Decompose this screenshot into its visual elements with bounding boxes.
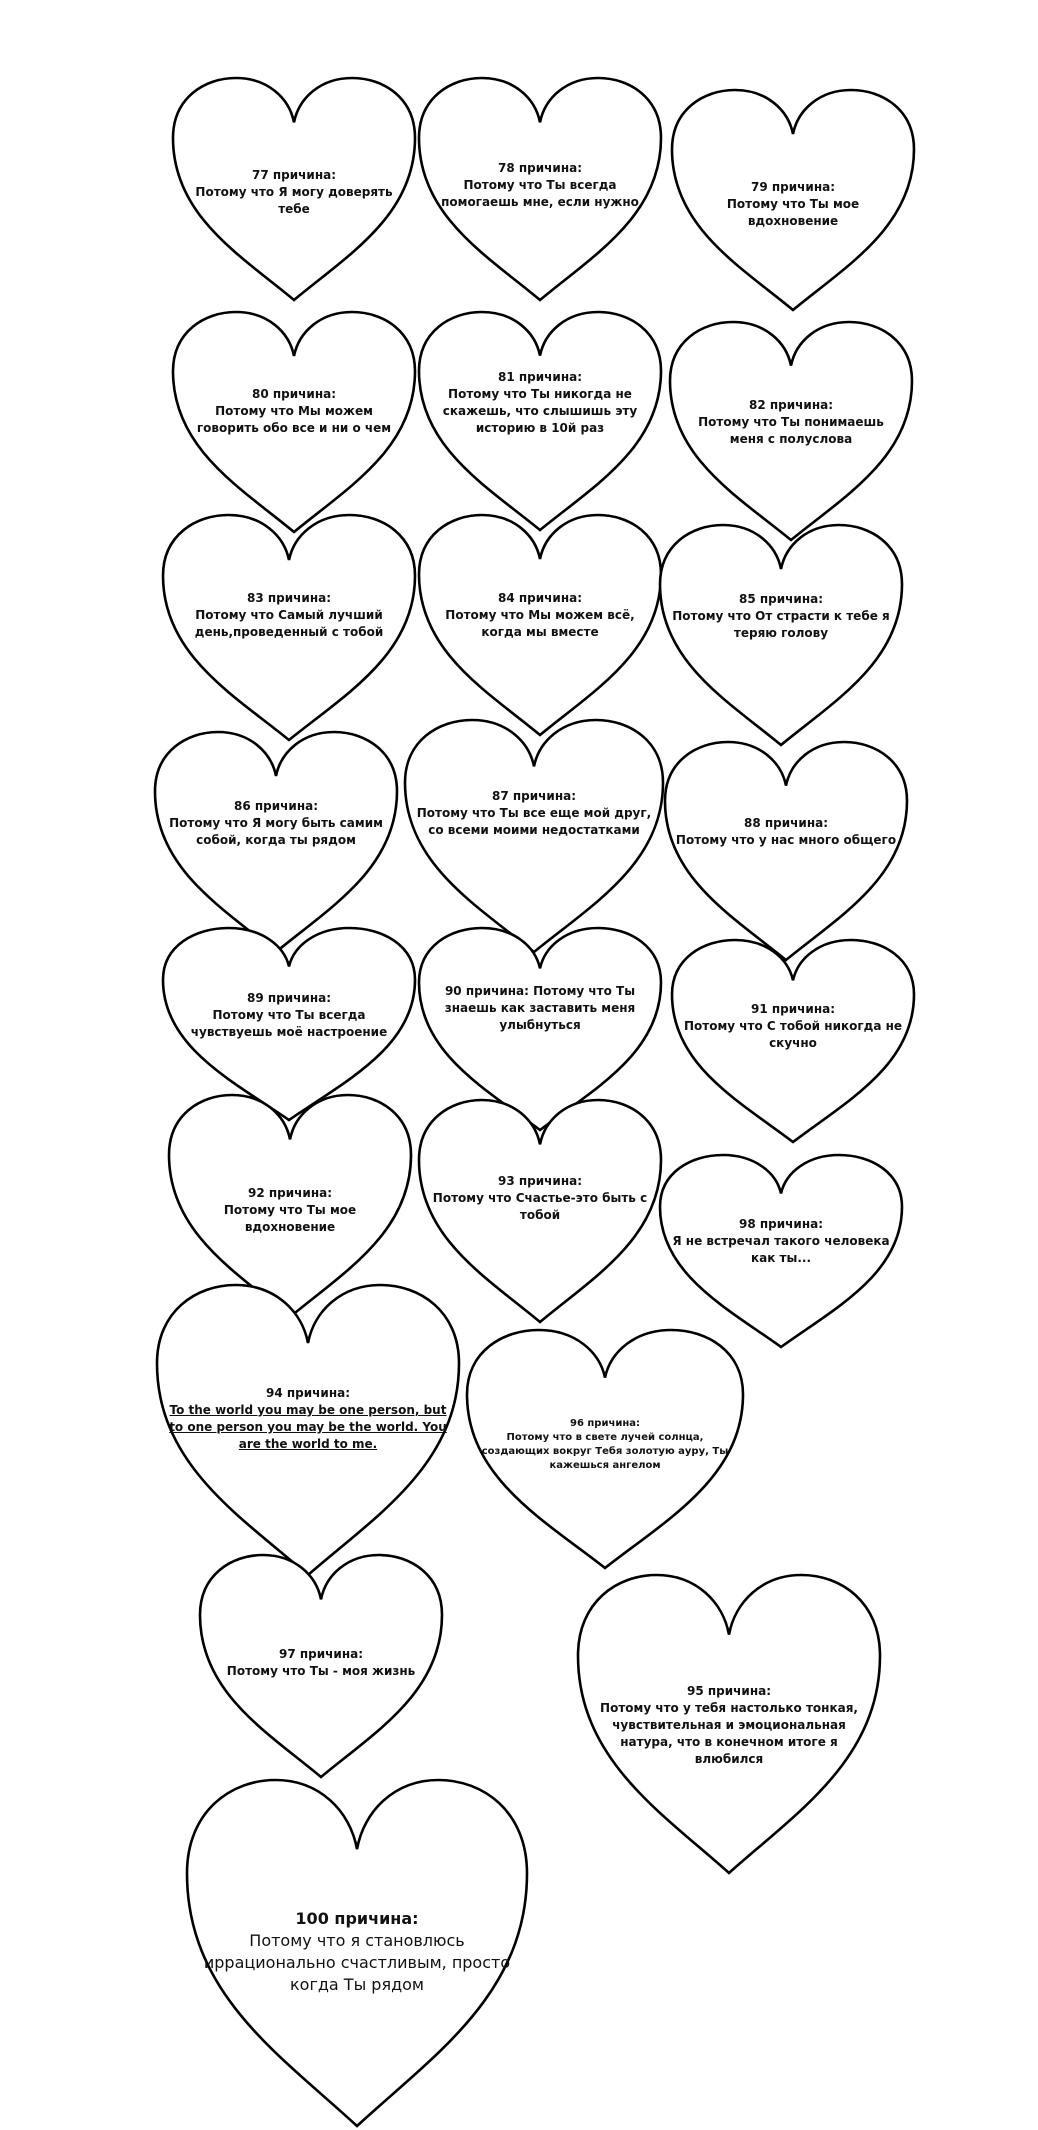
reason-title: 95 причина: bbox=[687, 1684, 771, 1698]
reason-title: 83 причина: bbox=[247, 591, 331, 605]
reason-title: 86 причина: bbox=[234, 799, 318, 813]
reason-title: 78 причина: bbox=[498, 161, 582, 175]
heart-card bbox=[419, 312, 661, 530]
reason-text-block bbox=[169, 1385, 447, 1453]
reason-text: Потому что Ты всегда помогаешь мне, если нужно bbox=[441, 178, 639, 209]
heart-outline bbox=[665, 742, 907, 960]
reason-text: Потому что Счастье-это быть с тобой bbox=[432, 1191, 648, 1222]
reason-text: Потому что я становлюсь иррационально счастливым, просто когда Ты рядом bbox=[203, 1931, 511, 1994]
reason-title: 81 причина: bbox=[498, 370, 582, 384]
reason-text: Потому что Ты все еще мой друг, со всеми моими недостатками bbox=[416, 806, 652, 837]
reason-text-block bbox=[478, 1417, 732, 1473]
heart-card bbox=[467, 1330, 743, 1568]
reason-title: 87 причина: bbox=[492, 789, 576, 803]
heart-card bbox=[163, 515, 415, 740]
heart-card bbox=[173, 312, 415, 532]
reason-text-block bbox=[429, 590, 652, 641]
reason-text-block bbox=[173, 590, 405, 641]
reason-title: 85 причина: bbox=[739, 592, 823, 606]
reason-title: 93 причина: bbox=[498, 1174, 582, 1188]
reason-text: Потому что Ты понимаешь меня с полуслова bbox=[698, 415, 884, 446]
reason-text-block bbox=[429, 369, 652, 437]
reason-text-block bbox=[183, 167, 406, 218]
reason-text-block bbox=[429, 1173, 652, 1224]
reason-title: 89 причина: bbox=[247, 991, 331, 1005]
heart-card bbox=[187, 1780, 527, 2126]
reason-text-block bbox=[201, 1908, 514, 1996]
reason-text: Потому что Самый лучший день,проведенный с тобой bbox=[194, 608, 384, 639]
reason-title: 77 причина: bbox=[252, 168, 336, 182]
reason-text-block bbox=[429, 160, 652, 211]
reason-text-block bbox=[210, 1646, 433, 1680]
reason-text: Потому что Ты никогда не скажешь, что слышишь эту историю в 10й раз bbox=[442, 387, 638, 435]
reason-text: Потому что От страсти к тебе я теряю голову bbox=[672, 609, 890, 640]
reason-title: 79 причина: bbox=[751, 180, 835, 194]
reason-text: Потому что Мы можем говорить обо все и ни о чем bbox=[196, 404, 392, 435]
heart-card bbox=[169, 1095, 411, 1317]
reason-title: 82 причина: bbox=[749, 398, 833, 412]
reason-text: Потому что Ты мое вдохновение bbox=[726, 197, 860, 228]
heart-card bbox=[660, 1155, 902, 1347]
reason-title: 96 причина: bbox=[570, 1418, 640, 1429]
reason-text: Потому что Ты мое вдохновение bbox=[223, 1203, 357, 1234]
reason-title: 90 причина: Потому что Ты bbox=[444, 984, 636, 998]
heart-card bbox=[163, 928, 415, 1120]
heart-card bbox=[200, 1555, 442, 1777]
reason-text: Потому что у нас много общего bbox=[675, 833, 897, 847]
reason-text-block bbox=[165, 798, 388, 849]
reason-text-block bbox=[680, 397, 903, 448]
reason-title: 94 причина: bbox=[266, 1386, 350, 1400]
heart-icon bbox=[665, 742, 907, 960]
reason-title: 91 причина: bbox=[751, 1002, 835, 1016]
heart-card bbox=[672, 940, 914, 1142]
reason-text-block bbox=[682, 179, 905, 230]
reason-text: Я не встречал такого человека как ты... bbox=[672, 1234, 890, 1265]
reason-text: Потому что Мы можем всё, когда мы вместе bbox=[445, 608, 635, 639]
reason-title: 80 причина: bbox=[252, 387, 336, 401]
heart-card bbox=[672, 90, 914, 310]
reason-title: 84 причина: bbox=[498, 591, 582, 605]
reason-title: 92 причина: bbox=[248, 1186, 332, 1200]
reason-text-block bbox=[682, 1001, 905, 1052]
reason-title: 98 причина: bbox=[739, 1217, 823, 1231]
reason-text-block bbox=[590, 1683, 868, 1768]
reason-text-block bbox=[670, 591, 893, 642]
reason-title: 97 причина: bbox=[279, 1647, 363, 1661]
heart-card bbox=[173, 78, 415, 300]
reason-text-block bbox=[183, 386, 406, 437]
reason-text: To the world you may be one person, but to one person you may be the world. You are the world to me. bbox=[169, 1403, 447, 1451]
heart-card bbox=[578, 1575, 880, 1873]
reason-text: Потому что Я могу быть самим собой, когда ты рядом bbox=[169, 816, 383, 847]
reason-text: Потому что в свете лучей солнца, создающих вокруг Тебя золотую ауру, Ты кажешься ангелом bbox=[481, 1432, 729, 1471]
reason-text: Потому что Ты - моя жизнь bbox=[226, 1664, 416, 1678]
reason-text-block bbox=[675, 815, 898, 849]
reason-text-block bbox=[173, 990, 405, 1041]
heart-card bbox=[665, 742, 907, 960]
reason-title: 100 причина: bbox=[295, 1909, 419, 1928]
reason-text: знаешь как заставить меня улыбнуться bbox=[444, 1001, 636, 1032]
heart-card bbox=[155, 732, 397, 952]
heart-card bbox=[419, 515, 661, 735]
reason-text-block bbox=[415, 788, 652, 839]
heart-card bbox=[157, 1285, 459, 1575]
heart-card bbox=[670, 322, 912, 540]
reason-title: 88 причина: bbox=[744, 816, 828, 830]
reason-text: Потому что у тебя настолько тонкая, чувствительная и эмоциональная натура, что в конечном итоге я влюбился bbox=[600, 1701, 858, 1766]
reason-text: Потому что С тобой никогда не скучно bbox=[683, 1019, 903, 1050]
heart-card bbox=[419, 78, 661, 300]
heart-card bbox=[405, 720, 663, 952]
reason-text-block bbox=[179, 1185, 402, 1236]
heart-card bbox=[660, 525, 902, 745]
reason-text-block bbox=[429, 983, 652, 1034]
reason-text: Потому что Я могу доверять тебе bbox=[195, 185, 393, 216]
reason-text-block bbox=[670, 1216, 893, 1267]
reason-text: Потому что Ты всегда чувствуешь моё настроение bbox=[190, 1008, 388, 1039]
